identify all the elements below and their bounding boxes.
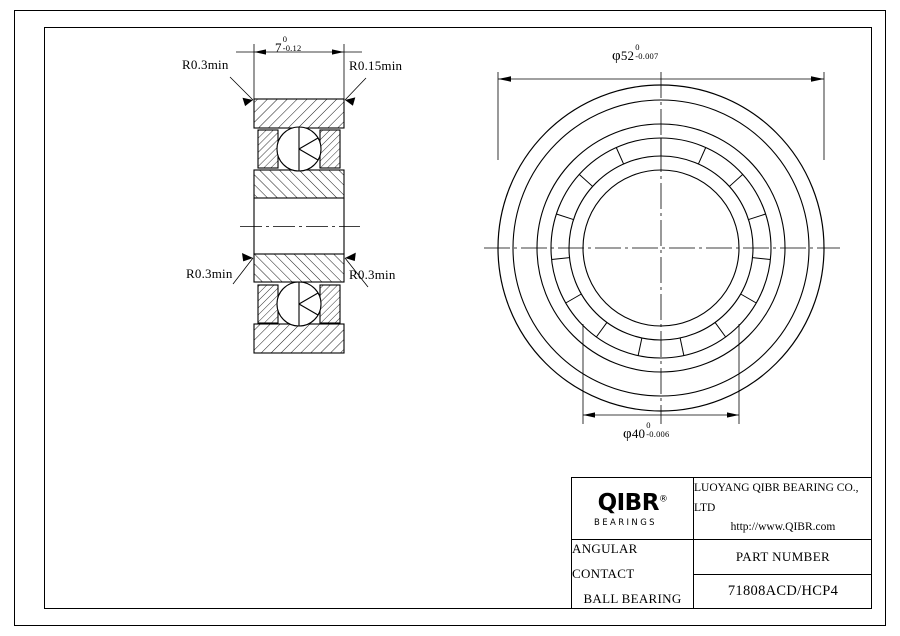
- outer-ring-bottom-section: [254, 324, 344, 353]
- part-number-block: [694, 540, 872, 609]
- logo-wordmark: QIBR®: [597, 489, 668, 516]
- outer-ring-top-section: [254, 99, 344, 128]
- company-logo: [572, 478, 694, 539]
- annotation-chamfer-top-left: R0.3min: [182, 57, 229, 72]
- product-description-line2: BALL BEARING: [583, 590, 682, 606]
- inner-ring-top-section: [254, 170, 344, 198]
- leader-chamfer-top-left: [230, 77, 253, 106]
- part-number-value: 71808ACD/HCP4: [727, 583, 839, 600]
- ball-bottom: [277, 282, 321, 326]
- product-description-line1: ANGULAR CONTACT: [572, 541, 638, 582]
- company-name: LUOYANG QIBR BEARING CO., LTD: [694, 482, 859, 514]
- title-block-body: [572, 540, 872, 609]
- annotation-chamfer-bottom-left: R0.3min: [186, 266, 233, 281]
- leader-chamfer-bottom-left: [233, 253, 253, 284]
- logo-tagline: BEARINGS: [594, 517, 657, 528]
- ball-top: [277, 127, 321, 171]
- annotation-outer-diameter: φ52 0 -0.007: [612, 42, 659, 64]
- inner-ring-bottom-section: [254, 254, 344, 282]
- annotation-inner-diameter: φ40 0 -0.006: [623, 420, 670, 442]
- company-info: [694, 478, 872, 539]
- title-block-header: [572, 478, 872, 540]
- annotation-chamfer-bottom-right: R0.3min: [349, 267, 396, 282]
- part-number-label: PART NUMBER: [694, 540, 872, 575]
- leader-chamfer-top-right: [345, 78, 366, 106]
- annotation-chamfer-top-right: R0.15min: [349, 58, 403, 73]
- product-description: [572, 540, 694, 609]
- title-block: [571, 477, 872, 609]
- company-url[interactable]: http://www.QIBR.com: [730, 521, 836, 534]
- annotation-width: 7 0 -0.12: [275, 34, 302, 55]
- registered-trademark-icon: ®: [658, 493, 668, 504]
